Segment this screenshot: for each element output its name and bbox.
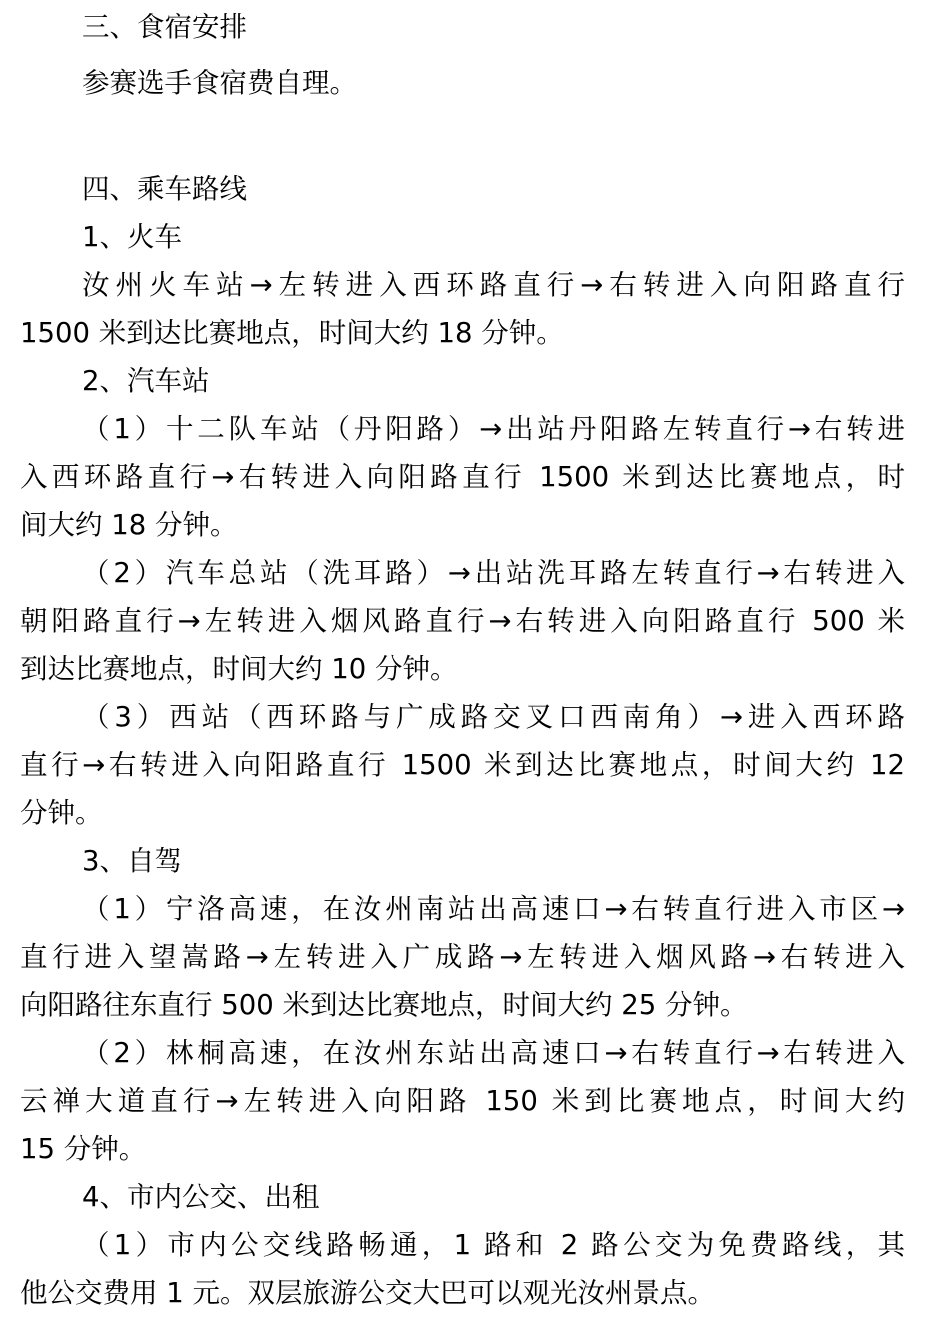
subheading-bus-station: 2、汽车站 xyxy=(82,365,210,397)
paragraph-line: （1）市内公交线路畅通，1 路和 2 路公交为免费路线，其 xyxy=(82,1229,905,1261)
paragraph-line: 参赛选手食宿费自理。 xyxy=(82,67,357,99)
paragraph-line: 他公交费用 1 元。双层旅游公交大巴可以观光汝州景点。 xyxy=(20,1277,715,1309)
paragraph-line: 朝阳路直行→左转进入烟风路直行→右转进入向阳路直行 500 米 xyxy=(20,605,905,637)
paragraph-line: 分钟。 xyxy=(20,797,103,829)
paragraph-line: （1）宁洛高速，在汝州南站出高速口→右转直行进入市区→ xyxy=(82,893,905,925)
paragraph-line: 间大约 18 分钟。 xyxy=(20,509,238,541)
paragraph-line: 向阳路往东直行 500 米到达比赛地点，时间大约 25 分钟。 xyxy=(20,989,748,1021)
paragraph-line: 直行进入望嵩路→左转进入广成路→左转进入烟风路→右转进入 xyxy=(20,941,905,973)
paragraph-line: （1）十二队车站（丹阳路）→出站丹阳路左转直行→右转进 xyxy=(82,413,905,445)
paragraph-line: （2）林桐高速，在汝州东站出高速口→右转直行→右转进入 xyxy=(82,1037,905,1069)
paragraph-line: 1500 米到达比赛地点，时间大约 18 分钟。 xyxy=(20,317,564,349)
paragraph-line: （3）西站（西环路与广成路交叉口西南角）→进入西环路 xyxy=(82,701,905,733)
section-heading-routes: 四、乘车路线 xyxy=(82,173,247,205)
paragraph-line: 15 分钟。 xyxy=(20,1133,147,1165)
paragraph-line: 云禅大道直行→左转进入向阳路 150 米到比赛地点，时间大约 xyxy=(20,1085,905,1117)
subheading-self-drive: 3、自驾 xyxy=(82,845,182,877)
paragraph-line: 汝州火车站→左转进入西环路直行→右转进入向阳路直行 xyxy=(82,269,905,301)
subheading-train: 1、火车 xyxy=(82,221,182,253)
paragraph-line: 入西环路直行→右转进入向阳路直行 1500 米到达比赛地点，时 xyxy=(20,461,905,493)
section-heading-accommodation: 三、食宿安排 xyxy=(82,11,247,43)
subheading-city-transit: 4、市内公交、出租 xyxy=(82,1181,320,1213)
paragraph-line: 直行→右转进入向阳路直行 1500 米到达比赛地点，时间大约 12 xyxy=(20,749,905,781)
paragraph-line: 到达比赛地点，时间大约 10 分钟。 xyxy=(20,653,458,685)
paragraph-line: （2）汽车总站（洗耳路）→出站洗耳路左转直行→右转进入 xyxy=(82,557,905,589)
